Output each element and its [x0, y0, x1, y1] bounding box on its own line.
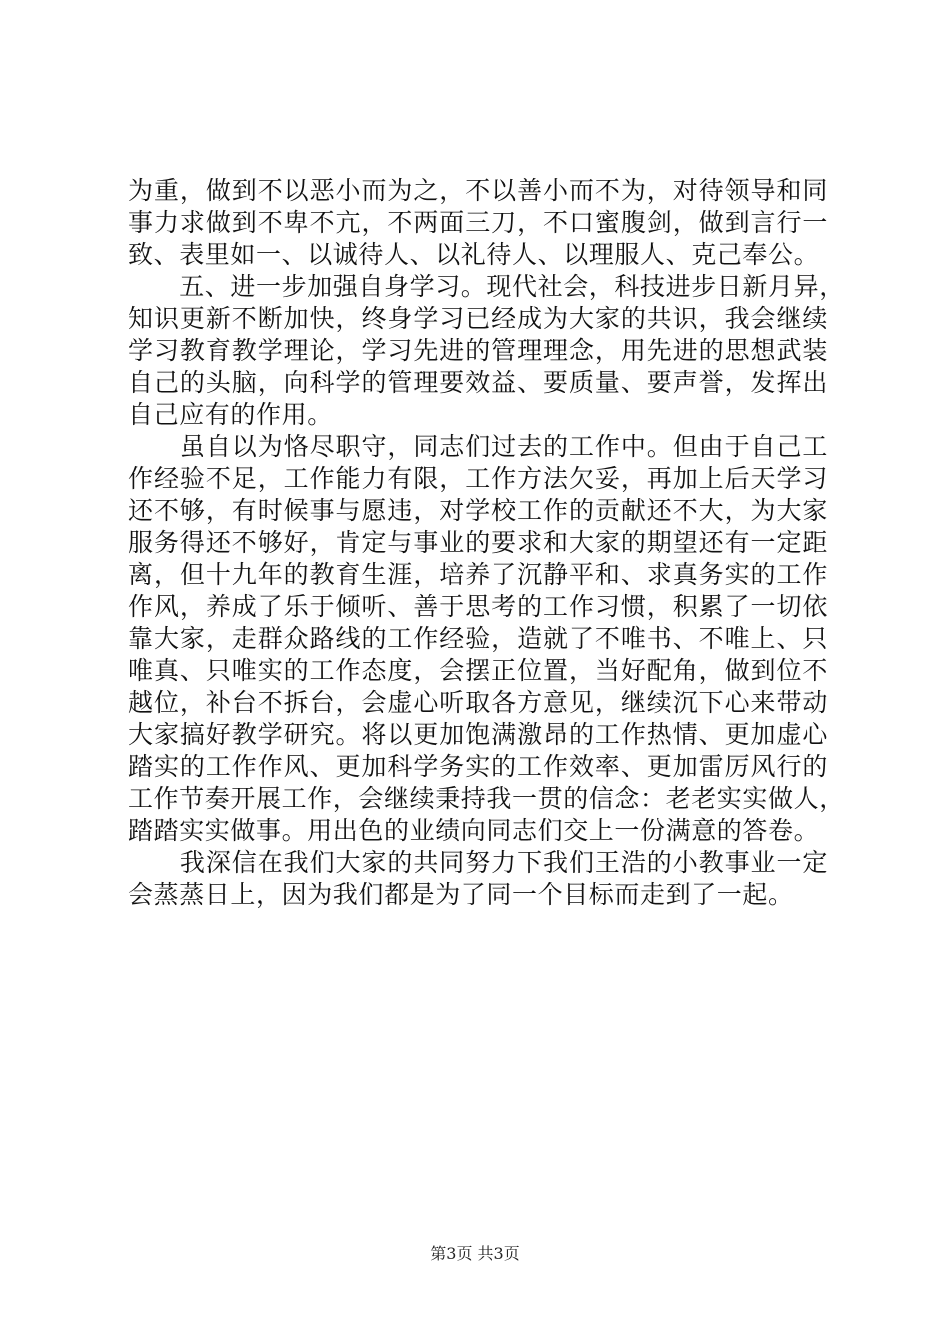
text-line: 离，但十九年的教育生涯，培养了沉静平和、求真务实的工作 — [128, 560, 828, 589]
text-line: 大家搞好教学研究。将以更加饱满激昂的工作热情、更加虚心 — [128, 720, 828, 749]
text-line: 服务得还不够好，肯定与事业的要求和大家的期望还有一定距 — [128, 528, 828, 557]
text-line: 作经验不足，工作能力有限，工作方法欠妥，再加上后天学习 — [128, 464, 828, 493]
text-line: 作风，养成了乐于倾听、善于思考的工作习惯，积累了一切依 — [128, 592, 828, 621]
text-line: 为重，做到不以恶小而为之，不以善小而不为，对待领导和同 — [128, 176, 828, 205]
body-text — [128, 175, 845, 911]
page-footer: 第3页 共3页 — [430, 1244, 520, 1263]
text-line: 五、进一步加强自身学习。现代社会，科技进步日新月异， — [128, 272, 845, 301]
text-line: 事力求做到不卑不亢，不两面三刀，不口蜜腹剑，做到言行一 — [128, 208, 828, 237]
text-line: 会蒸蒸日上，因为我们都是为了同一个目标而走到了一起。 — [128, 880, 794, 909]
text-line: 知识更新不断加快，终身学习已经成为大家的共识，我会继续 — [128, 304, 828, 333]
text-line: 学习教育教学理论，学习先进的管理理念，用先进的思想武装 — [128, 336, 828, 365]
text-line: 我深信在我们大家的共同努力下我们王浩的小教事业一定 — [128, 848, 828, 877]
text-line: 还不够，有时候事与愿违，对学校工作的贡献还不大，为大家 — [128, 496, 828, 525]
text-line: 工作节奏开展工作，会继续秉持我一贯的信念：老老实实做人， — [128, 784, 845, 813]
text-line: 靠大家，走群众路线的工作经验，造就了不唯书、不唯上、只 — [128, 624, 828, 653]
text-line: 越位，补台不拆台，会虚心听取各方意见，继续沉下心来带动 — [128, 688, 828, 717]
text-line: 踏实的工作作风、更加科学务实的工作效率、更加雷厉风行的 — [128, 752, 828, 781]
text-line: 虽自以为恪尽职守，同志们过去的工作中。但由于自己工 — [128, 432, 828, 461]
text-line: 自己应有的作用。 — [128, 400, 333, 429]
text-line: 踏踏实实做事。用出色的业绩向同志们交上一份满意的答卷。 — [128, 816, 820, 845]
text-line: 自己的头脑，向科学的管理要效益、要质量、要声誉，发挥出 — [128, 368, 828, 397]
text-line: 致、表里如一、以诚待人、以礼待人、以理服人、克己奉公。 — [128, 240, 820, 269]
text-line: 唯真、只唯实的工作态度，会摆正位置，当好配角，做到位不 — [128, 656, 828, 685]
